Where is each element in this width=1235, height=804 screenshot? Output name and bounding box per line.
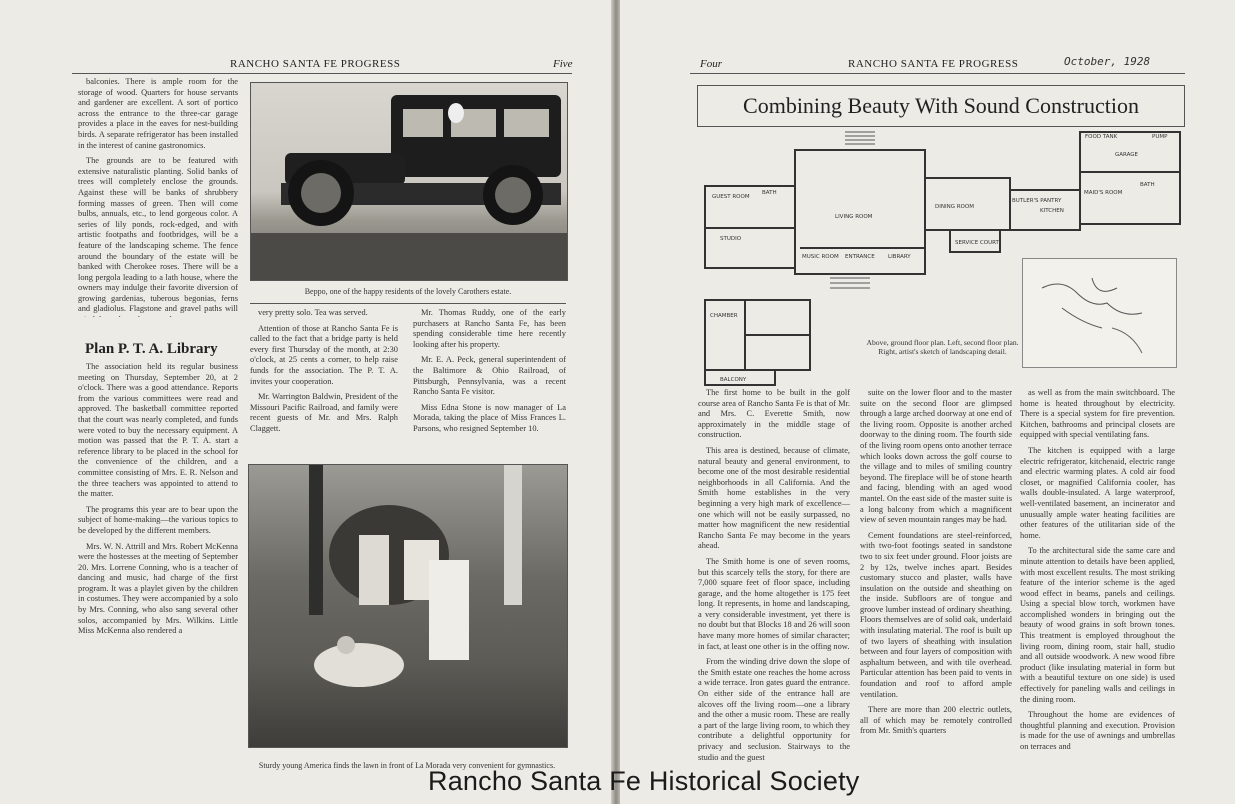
paragraph: The programs this year are to bear upon the subject of home-making—the various topics to be developed by the different members.: [78, 504, 238, 535]
headline-box: [697, 85, 1185, 127]
article-column-1: [698, 388, 850, 780]
plan-label-kitchen: KITCHEN: [1040, 208, 1064, 214]
paragraph: suite on the lower floor and to the master suite on the second floor are glimpsed through a large arched doorway at one end of the living room. Opposite is another arched doorway to the dining room. The fourth side of the living room opens onto another terrace which looks down across the golf course to the village and to miles of smiling country beyond. The fireplace will be of stone hearth and facing, blending with an aged wood mantel. On the east side of the master suite is a long balcony from which a magnificent view of seven mountain ranges may be had.: [860, 388, 1012, 525]
paragraph: This area is destined, because of climate, natural beauty and general environment, to become one of the most desirable residential neighborhoods in all California. And the Smith home establishes in the very beginning a very high mark of excellence—one which will not be easily surpassed, no matter how magnificent the new residential Rancho Santa Fe may become in the years ahead.: [698, 445, 850, 551]
car-photo: [250, 82, 568, 281]
caption-rule: [250, 303, 566, 304]
plan-label-balcony: BALCONY: [720, 377, 747, 383]
plan-label-music-room: MUSIC ROOM: [802, 254, 839, 260]
plan-label-bath-2: BATH: [1140, 182, 1155, 188]
paragraph: Mrs. W. N. Attrill and Mrs. Robert McKenna were the hostesses at the meeting of September 20. Mrs. Lorrene Conning, who is a teacher of dancing and music, had charge of the first program. It was a playlet given by the children in costumes. They were accompanied by a solo by Mrs. Conning, who also sang several other solos, accompanied by Mrs. Wilkins. Little Miss McKenna also rendered a: [78, 541, 238, 636]
paragraph: Miss Edna Stone is now manager of La Morada, taking the place of Miss Frances L. Parsons, who resigned September 10.: [413, 402, 566, 433]
plan-caption: Above, ground floor plan. Left, second floor plan. Right, artist's sketch of landscaping detail.: [866, 338, 1019, 356]
right-folio: Four: [700, 58, 722, 70]
paragraph: The Smith home is one of seven rooms, but this scarcely tells the story, for there are 7,000 square feet of floor space, including garage, and the home altogether is 175 feet long. It represents, in home and landscaping, a very considerable investment, yet there is no doubt but that Blocks 18 and 26 will soon have many more homes of similar character; in fact, at least one other is in the offing now.: [698, 556, 850, 651]
right-page: [620, 0, 1235, 804]
paragraph: Mr. E. A. Peck, general superintendent of the Baltimore & Ohio Railroad, of Pittsburgh, Pennsylvania, was a recent Rancho Santa Fe visitor.: [413, 355, 566, 397]
plan-label-bath: BATH: [762, 190, 777, 196]
paragraph: Mr. Thomas Ruddy, one of the early purchasers at Rancho Santa Fe, has been spending considerable time here recently looking after his property.: [413, 308, 566, 349]
paragraph: The association held its regular business meeting on Thursday, September 20, at 2 o'clock. There was a good attendance. Reports from the various committees were read and approved. The basketball committee reported that the court was nearly completed, and funds were voted to buy the necessary equipment. A motion was passed that the P. T. A. start a reference library to be placed in the school for the convenience of the children, and a committee consisting of Mrs. E. R. Nelson and the three teachers was appointed to attend to the matter.: [78, 362, 238, 499]
paragraph: There are more than 200 electric outlets, all of which may be remotely controlled from Mr. Smith's quarters: [860, 705, 1012, 736]
plan-label-guest-room: GUEST ROOM: [712, 194, 750, 200]
paragraph: The first home to be built in the golf course area of Rancho Santa Fe is that of Mr. and Mrs. C. Everette Smith, now approximately in the middle stage of construction.: [698, 388, 850, 440]
plan-label-dining-room: DINING ROOM: [935, 204, 974, 210]
pta-headline: Plan P. T. A. Library: [85, 341, 218, 357]
plan-label-service-court: SERVICE COURT: [955, 240, 999, 246]
paragraph: Attention of those at Rancho Santa Fe is called to the fact that a bridge party is held every first Thursday of the month, at 2:30 o'clock, at 25 cents a corner, to help raise funds for the association. The P. T. A. invites your cooperation.: [250, 323, 398, 386]
article-column-top: [78, 77, 238, 317]
plan-label-butlers-pantry: BUTLER'S PANTRY: [1012, 198, 1062, 204]
paragraph: Cement foundations are steel-reinforced, with two-foot footings seated in sandstone two to six feet under ground. Floor joists are 2 by 12s, twelve inches apart. Besides customary stucco and plaster, walls have insulation on the outside and sheathing on the inside. Subfloors are of tongue and groove lumber instead of ordinary sheathing. Floors themselves are of solid oak, underlaid with insulating material. The roof is built up of two layers of sheathing with insulation between and four layers of composition with asphaltum between, and with tile overhead. Particular attention has been paid to vents in foundation and roof to afford ample ventilation.: [860, 530, 1012, 699]
paragraph: Mr. Warrington Baldwin, President of the Missouri Pacific Railroad, and family were recent guests of Mr. and Mrs. Ralph Claggett.: [250, 392, 398, 433]
paragraph: Throughout the home are evidences of thoughtful planning and execution. Provision is made for the use of awnings and umbrellas on terraces and: [1020, 710, 1175, 751]
paragraph: The grounds are to be featured with extensive naturalistic planting. Solid banks of trees will completely enclose the grounds. Against these will be banks of shrubbery forming masses of green. Then will come bulbs, annuals, etc., to lend gorgeous color. A series of lily ponds, rock-edged, and with artistic footpaths and footbridges, will be a feature of the landscaping scheme. The fence around the boundary of the estate will be banked with Cherokee roses. There will be a long pergola leading to a lath house, where the owners may indulge their favorite diversion of growing gardenias, tuberous begonias, ferns and gladiolus. Flagstone and gravel paths will: [78, 156, 238, 314]
briefs-column-right: [413, 308, 566, 458]
header-rule-right: [690, 73, 1185, 74]
plan-label-garage: GARAGE: [1115, 152, 1139, 158]
plan-label-entrance: ENTRANCE: [845, 254, 875, 260]
handwritten-date: October, 1928: [1064, 55, 1151, 68]
article-column-3: [1020, 388, 1175, 780]
left-folio: Five: [553, 58, 573, 70]
left-running-header: RANCHO SANTA FE PROGRESS: [230, 58, 401, 70]
plan-label-living-room: LIVING ROOM: [835, 214, 873, 220]
plan-label-library: LIBRARY: [888, 254, 911, 260]
article-column-2: [860, 388, 1012, 780]
plan-label-maids-room: MAID'S ROOM: [1084, 190, 1123, 196]
paragraph: The kitchen is equipped with a large electric refrigerator, kitchenaid, electric range and electric warming plates. A cold air food closet, or magnified California cooler, has walls double-insulated. A large waterproof, well-ventilated basement, an incinerator and unusually ample water heating facilities are other features of the utilitarian side of the home.: [1020, 445, 1175, 540]
plan-label-food-tank: FOOD TANK: [1085, 134, 1118, 140]
briefs-column-middle: [250, 308, 398, 458]
paragraph: very pretty solo. Tea was served.: [258, 308, 368, 317]
right-running-header: RANCHO SANTA FE PROGRESS: [848, 58, 1019, 70]
paragraph: From the winding drive down the slope of the Smith estate one reaches the home across a wide terrace. Iron gates guard the entrance. On either side of the entrance hall are alcoves off the living room—one a library and the other a music room. These are really a part of the large living room, to which they contribute a delightful opportunity for privacy and seclusion. Stairways to the studio and the guest: [698, 657, 850, 762]
watermark: Rancho Santa Fe Historical Society: [428, 766, 860, 796]
paragraph: as well as from the main switchboard. The home is heated throughout by electricity. There is a special system for fire prevention. Kitchen, bathrooms and principal closets are equipped with special ventilating fans.: [1020, 388, 1175, 440]
main-headline: Combining Beauty With Sound Construction: [743, 93, 1139, 118]
pta-article: [78, 362, 238, 752]
car-photo-caption: Beppo, one of the happy residents of the lovely Carothers estate.: [304, 287, 512, 296]
paragraph: To the architectural side the same care and minute attention to details have been applied, with most excellent results. The most striking feature of the interior scheme is the aged wood effect in beams, panels and ceilings. Using a special blow torch, workmen have accomplished wonders in bringing out the beauty of wood grains in soft brown tones. This treatment is employed throughout the living room, dining room, stair hall, studio and all outside woodwork. A new wood fibre product (like insulating material in form but with a beautiful texture on one side) is used effectively for paneling walls and ceilings in the dining room.: [1020, 546, 1175, 704]
header-rule: [72, 73, 572, 74]
children-photo-caption: Sturdy young America finds the lawn in front of La Morada very convenient for gymnastics.: [258, 761, 556, 770]
plan-label-studio: STUDIO: [720, 236, 742, 242]
plan-label-chamber: CHAMBER: [710, 313, 738, 319]
plan-label-pump: PUMP: [1152, 134, 1168, 140]
landscaping-sketch: [1022, 258, 1177, 368]
second-floor-plan: [700, 295, 815, 390]
paragraph: balconies. There is ample room for the storage of wood. Quarters for house servants and gardener are excellent. A sort of portico across the entrance to the three-car garage provides a place in the eaves for nest-building birds. A separate refrigerator has been installed in the interest of canine gastronomics.: [78, 77, 238, 150]
children-photo: [248, 464, 568, 748]
